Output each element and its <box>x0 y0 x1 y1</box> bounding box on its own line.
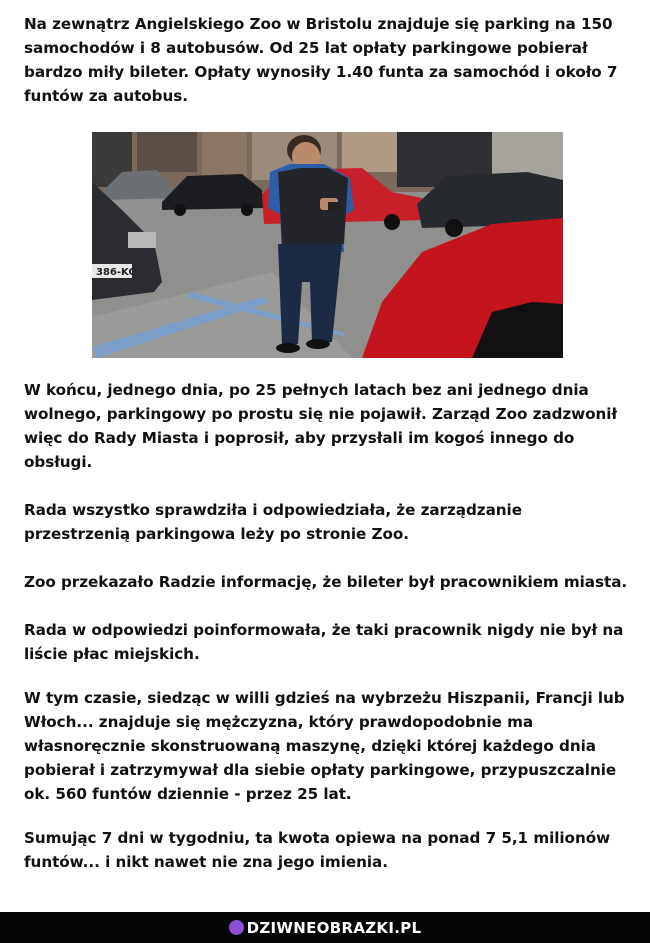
brand-name: DZIWNEOBRAZKI.PL <box>246 918 422 937</box>
paragraph-payroll: Rada w odpowiedzi poinformowała, że taki pracownik nigdy nie był na liście płac miejskich. <box>24 621 624 663</box>
license-plate: 386-KC <box>96 267 136 278</box>
paragraph-intro: Na zewnątrz Angielskiego Zoo w Bristolu znajduje się parking na 150 samochodów i 8 autobusów. Od 25 lat opłaty parkingowe pobierał bardzo miły bileter. Opłaty wynosiły 1.40 funta za samochód i około 7 funtów za autobus. <box>24 15 618 105</box>
brand-logo-icon <box>229 920 244 935</box>
footer-bar <box>0 912 650 943</box>
paragraph-villa: W tym czasie, siedząc w willi gdzieś na wybrzeżu Hiszpanii, Francji lub Włoch... znajduje się mężczyzna, który prawdopodobnie ma własnoręcznie skonstruowaną maszynę, dzięki której każdego dnia pobierał i zatrzymywał dla siebie opłaty parkingowe, przypuszczalnie ok. 560 funtów dziennie - przez 25 lat. <box>24 689 625 803</box>
paragraph-disappearance: W końcu, jednego dnia, po 25 pełnych latach bez ani jednego dnia wolnego, parkingowy po prostu się nie pojawił. Zarząd Zoo zadzwonił więc do Rady Miasta i poprosił, aby przysłali im kogoś innego do obsługi. <box>24 381 618 471</box>
paragraph-zoo-info: Zoo przekazało Radzie informację, że bileter był pracownikiem miasta. <box>24 573 628 591</box>
paragraph-council-reply: Rada wszystko sprawdziła i odpowiedziała, że zarządzanie przestrzenią parkingowa leży po stronie Zoo. <box>24 501 522 543</box>
brand-link[interactable] <box>0 912 650 943</box>
article-photo <box>92 132 563 358</box>
paragraph-summary: Sumując 7 dni w tygodniu, ta kwota opiewa na ponad 7 5,1 milionów funtów... i nikt nawet nie zna jego imienia. <box>24 829 611 871</box>
